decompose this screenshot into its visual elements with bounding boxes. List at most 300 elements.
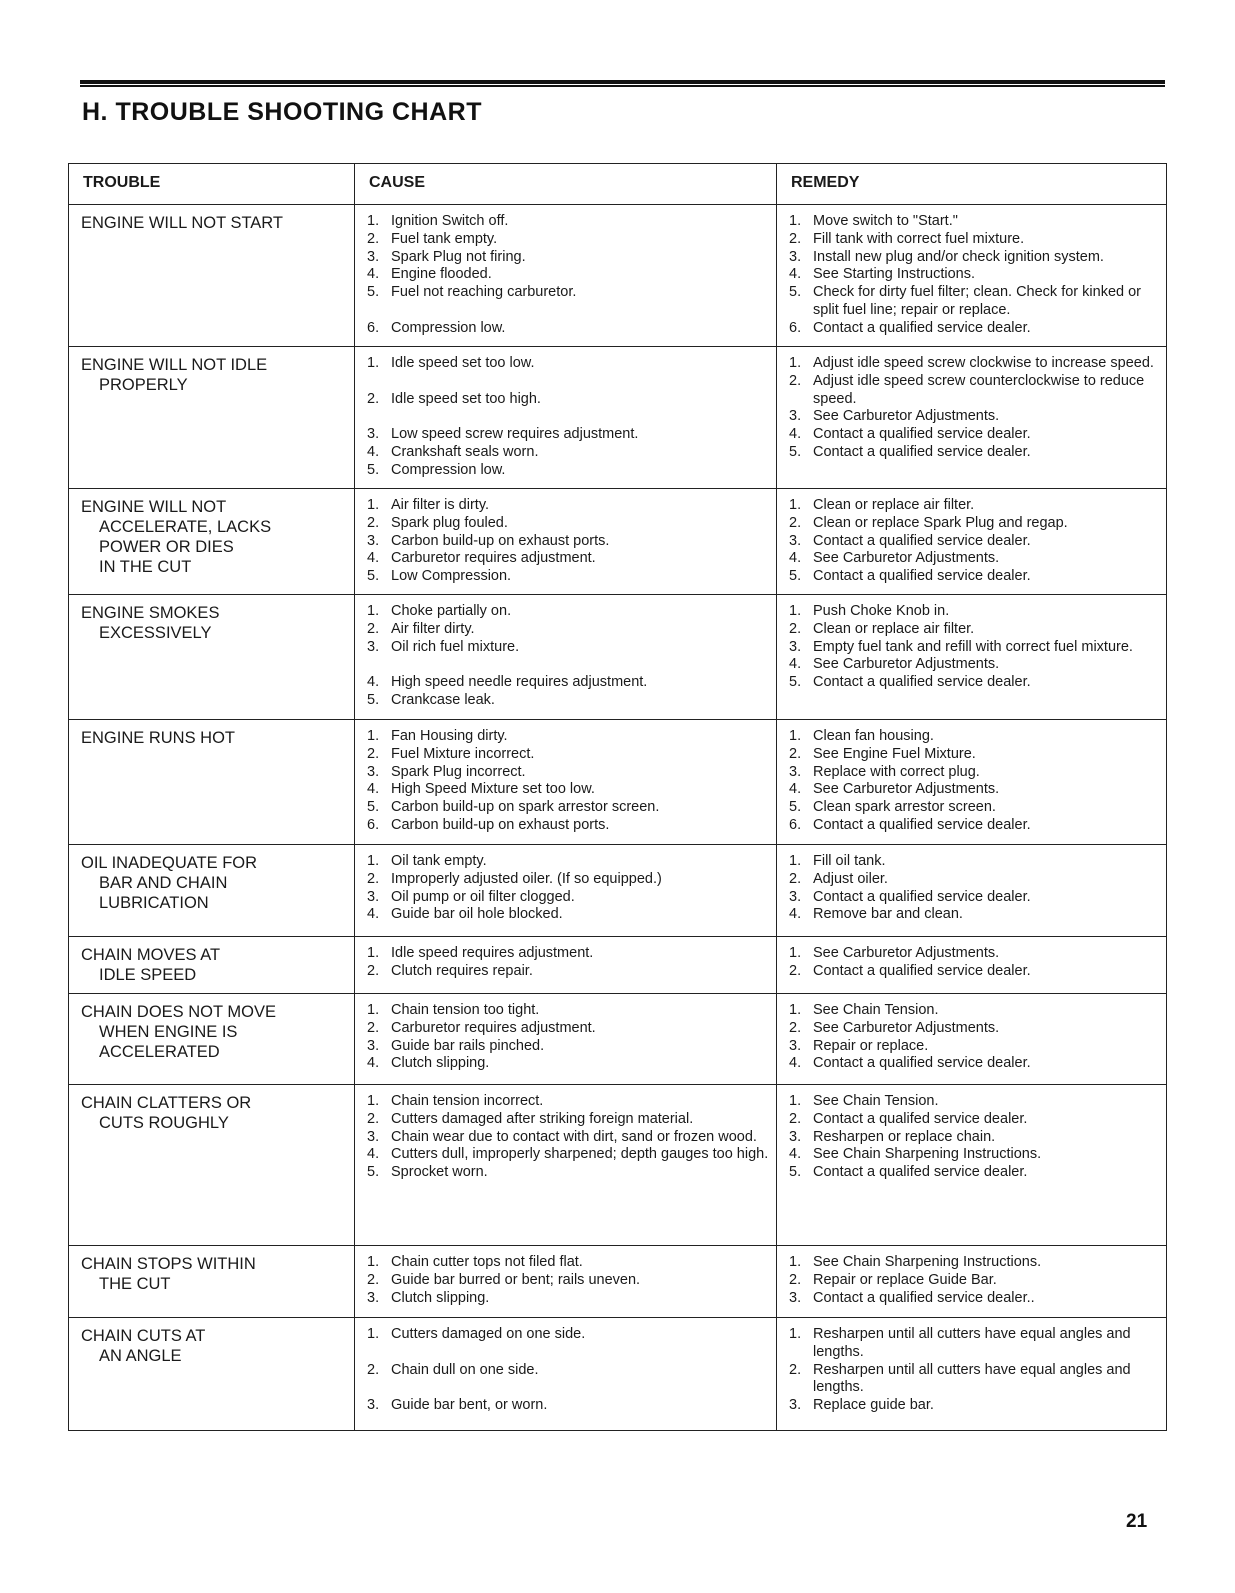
remedy-number: 6.: [789, 319, 802, 336]
remedy-number: 1.: [789, 603, 802, 619]
remedy-item: [789, 1326, 1160, 1362]
remedy-text: Adjust idle speed screw counterclockwise to reduce speed.: [813, 372, 1145, 407]
trouble-text: CHAIN CLATTERS OR: [81, 1094, 252, 1112]
cause-number: 4.: [367, 674, 380, 691]
cause-list: [367, 728, 770, 835]
table-row: [69, 205, 1167, 347]
trouble-cell: [69, 1085, 355, 1246]
remedy-list: [789, 1093, 1160, 1182]
cause-text: Oil rich fuel mixture.: [391, 638, 520, 655]
cause-text: Ignition Switch off.: [391, 213, 509, 229]
remedy-item: [789, 320, 1160, 338]
cause-number: 3.: [367, 1128, 380, 1145]
cause-text: Chain tension too tight.: [391, 1002, 540, 1018]
section-title: H. TROUBLE SHOOTING CHART: [82, 98, 482, 126]
cause-text: Chain cutter tops not filed flat.: [391, 1254, 583, 1270]
remedy-text: Move switch to "Start.": [813, 213, 958, 229]
remedy-number: 1.: [789, 1254, 802, 1270]
cause-item: [367, 963, 770, 981]
remedy-item: [789, 871, 1160, 889]
trouble-text: ENGINE SMOKES: [81, 604, 220, 622]
cause-text: Fuel not reaching carburetor.: [391, 284, 577, 301]
cause-text: Engine flooded.: [391, 266, 492, 283]
remedy-text: Clean spark arrestor screen.: [813, 799, 996, 816]
cause-text: Guide bar bent, or worn.: [391, 1397, 548, 1414]
remedy-text: See Chain Tension.: [813, 1002, 939, 1018]
remedy-item: [789, 945, 1160, 963]
cause-item: [367, 1362, 770, 1380]
header-cause: CAUSE: [355, 164, 777, 205]
remedy-item: [789, 266, 1160, 284]
cause-item: [367, 550, 770, 568]
trouble-text: CHAIN DOES NOT MOVE: [81, 1003, 276, 1021]
remedy-text: See Chain Sharpening Instructions.: [813, 1146, 1042, 1163]
cause-item: [367, 728, 770, 746]
cause-number: 5.: [367, 1164, 380, 1181]
remedy-item: [789, 1164, 1160, 1182]
table-body: [69, 205, 1167, 1431]
remedy-item: [789, 568, 1160, 586]
remedy-item: [789, 249, 1160, 267]
cause-number: 1.: [367, 945, 380, 961]
cause-item: [367, 320, 770, 338]
cause-text: Spark Plug incorrect.: [391, 763, 526, 780]
cause-item: [367, 1254, 770, 1272]
remedy-number: 2.: [789, 1110, 802, 1127]
cause-number: 6.: [367, 319, 380, 336]
remedy-number: 4.: [789, 550, 802, 567]
remedy-item: [789, 515, 1160, 533]
table-row: [69, 595, 1167, 720]
cause-text: Carbon build-up on spark arrestor screen.: [391, 799, 660, 816]
remedy-text: Contact a qualified service dealer.: [813, 674, 1031, 691]
remedy-text: Contact a qualified service dealer.: [813, 532, 1031, 549]
remedy-cell: [777, 1246, 1167, 1318]
remedy-item: [789, 674, 1160, 692]
page-number: 21: [1126, 1511, 1148, 1532]
cause-item: [367, 391, 770, 409]
cause-item: [367, 639, 770, 657]
cause-number: 3.: [367, 1397, 380, 1414]
cause-number: 3.: [367, 532, 380, 549]
remedy-item: [789, 889, 1160, 907]
remedy-item: [789, 1254, 1160, 1272]
cause-item: [367, 871, 770, 889]
remedy-item: [789, 1146, 1160, 1164]
trouble-text: IN THE CUT: [99, 558, 192, 576]
cause-item: [367, 1038, 770, 1056]
remedy-list: [789, 355, 1160, 462]
remedy-number: 3.: [789, 532, 802, 549]
remedy-item: [789, 621, 1160, 639]
cause-number: 3.: [367, 426, 380, 443]
remedy-number: 1.: [789, 213, 802, 229]
remedy-text: Contact a qualified service dealer.: [813, 962, 1031, 979]
remedy-number: 2.: [789, 1019, 802, 1036]
remedy-item: [789, 1111, 1160, 1129]
remedy-list: [789, 213, 1160, 338]
remedy-list: [789, 853, 1160, 924]
remedy-list: [789, 1254, 1160, 1307]
remedy-number: 1.: [789, 945, 802, 961]
cause-item: [367, 249, 770, 267]
remedy-number: 4.: [789, 1055, 802, 1072]
remedy-number: 3.: [789, 1037, 802, 1054]
cause-cell: [355, 1318, 777, 1431]
cause-cell: [355, 994, 777, 1085]
cause-number: 1.: [367, 728, 380, 744]
remedy-list: [789, 497, 1160, 586]
remedy-number: 5.: [789, 799, 802, 816]
cause-text: Guide bar burred or bent; rails uneven.: [391, 1271, 641, 1288]
remedy-item: [789, 728, 1160, 746]
cause-text: Air filter dirty.: [391, 620, 475, 637]
cause-number: 2.: [367, 514, 380, 531]
trouble-cell: [69, 205, 355, 347]
remedy-number: 3.: [789, 888, 802, 905]
remedy-item: [789, 853, 1160, 871]
cause-text: Chain dull on one side.: [391, 1361, 539, 1378]
cause-text: Air filter is dirty.: [391, 497, 490, 513]
cause-number: 4.: [367, 1055, 380, 1072]
cause-item: [367, 266, 770, 284]
remedy-number: 2.: [789, 1271, 802, 1288]
cause-cell: [355, 937, 777, 994]
trouble-cell: [69, 489, 355, 595]
remedy-item: [789, 1038, 1160, 1056]
remedy-text: Repair or replace.: [813, 1037, 929, 1054]
cause-number: 2.: [367, 1361, 380, 1378]
cause-text: Sprocket worn.: [391, 1164, 488, 1181]
cause-item: [367, 853, 770, 871]
remedy-number: 3.: [789, 1397, 802, 1414]
cause-text: Low Compression.: [391, 568, 512, 585]
trouble-text: EXCESSIVELY: [99, 624, 212, 642]
cause-text: Clutch slipping.: [391, 1055, 490, 1072]
trouble-text: CUTS ROUGHLY: [99, 1114, 229, 1132]
remedy-text: Install new plug and/or check ignition system.: [813, 248, 1104, 265]
remedy-item: [789, 1055, 1160, 1073]
remedy-item: [789, 408, 1160, 426]
cause-list: [367, 1254, 770, 1307]
cause-number: 6.: [367, 816, 380, 833]
cause-item: [367, 1290, 770, 1308]
trouble-cell: [69, 1246, 355, 1318]
trouble-text: PROPERLY: [99, 376, 188, 394]
remedy-text: Contact a qualified service dealer.: [813, 1055, 1031, 1072]
remedy-text: Empty fuel tank and refill with correct fuel mixture.: [813, 638, 1133, 655]
trouble-text: ENGINE WILL NOT START: [81, 214, 284, 232]
cause-number: 1.: [367, 213, 380, 229]
remedy-item: [789, 1020, 1160, 1038]
cause-number: 2.: [367, 230, 380, 247]
trouble-text: CHAIN CUTS AT: [81, 1327, 206, 1345]
remedy-number: 1.: [789, 1326, 802, 1342]
remedy-number: 6.: [789, 816, 802, 833]
cause-item: [367, 906, 770, 924]
trouble-text: ENGINE WILL NOT IDLE: [81, 356, 268, 374]
cause-number: 3.: [367, 888, 380, 905]
cause-text: Oil pump or oil filter clogged.: [391, 888, 575, 905]
cause-text: High Speed Mixture set too low.: [391, 781, 595, 798]
cause-cell: [355, 720, 777, 845]
trouble-text: BAR AND CHAIN: [99, 874, 228, 892]
remedy-number: 1.: [789, 1093, 802, 1109]
remedy-number: 1.: [789, 1002, 802, 1018]
remedy-cell: [777, 937, 1167, 994]
remedy-number: 1.: [789, 497, 802, 513]
remedy-item: [789, 1129, 1160, 1147]
remedy-item: [789, 550, 1160, 568]
trouble-cell: [69, 347, 355, 489]
cause-list: [367, 853, 770, 924]
remedy-text: Contact a qualified service dealer.: [813, 443, 1031, 460]
cause-number: 4.: [367, 550, 380, 567]
cause-number: 1.: [367, 1254, 380, 1270]
cause-number: 4.: [367, 1146, 380, 1163]
cause-list: [367, 355, 770, 480]
remedy-item: [789, 764, 1160, 782]
cause-item: [367, 945, 770, 963]
trouble-cell: [69, 845, 355, 937]
cause-item: [367, 533, 770, 551]
trouble-text: CHAIN MOVES AT: [81, 946, 221, 964]
cause-item: [367, 764, 770, 782]
cause-item: [367, 1129, 770, 1147]
remedy-number: 3.: [789, 763, 802, 780]
remedy-number: 3.: [789, 1289, 802, 1306]
trouble-text: ACCELERATED: [99, 1043, 220, 1061]
remedy-text: Contact a qualified service dealer.: [813, 568, 1031, 585]
cause-number: 2.: [367, 870, 380, 887]
cause-number: 2.: [367, 1019, 380, 1036]
remedy-number: 1.: [789, 355, 802, 371]
remedy-text: See Carburetor Adjustments.: [813, 1019, 1000, 1036]
cause-text: Low speed screw requires adjustment.: [391, 426, 639, 443]
remedy-list: [789, 603, 1160, 692]
remedy-text: Contact a qualified service dealer..: [813, 1289, 1035, 1306]
remedy-cell: [777, 489, 1167, 595]
cause-item: [367, 746, 770, 764]
cause-item: [367, 462, 770, 480]
cause-item: [367, 1093, 770, 1111]
remedy-text: Contact a qualified service dealer.: [813, 319, 1031, 336]
remedy-text: Contact a qualified service dealer.: [813, 426, 1031, 443]
remedy-text: Contact a qualifed service dealer.: [813, 1110, 1028, 1127]
trouble-cell: [69, 937, 355, 994]
remedy-item: [789, 426, 1160, 444]
cause-number: 1.: [367, 1002, 380, 1018]
trouble-text: WHEN ENGINE IS: [99, 1023, 238, 1041]
remedy-cell: [777, 994, 1167, 1085]
remedy-item: [789, 355, 1160, 373]
trouble-text: ACCELERATE, LACKS: [99, 518, 272, 536]
cause-item: [367, 621, 770, 639]
trouble-text: POWER OR DIES: [99, 538, 234, 556]
remedy-number: 4.: [789, 426, 802, 443]
cause-item: [367, 355, 770, 373]
trouble-text: OIL INADEQUATE FOR: [81, 854, 258, 872]
remedy-number: 3.: [789, 638, 802, 655]
remedy-number: 4.: [789, 656, 802, 673]
remedy-number: 3.: [789, 248, 802, 265]
remedy-cell: [777, 595, 1167, 720]
remedy-list: [789, 1326, 1160, 1415]
cause-item: [367, 781, 770, 799]
cause-item: [367, 603, 770, 621]
remedy-number: 2.: [789, 514, 802, 531]
remedy-text: Check for dirty fuel filter; clean. Check for kinked or split fuel line; repair or replace.: [813, 284, 1141, 318]
remedy-item: [789, 373, 1160, 409]
cause-item: [367, 1397, 770, 1415]
table-row: [69, 994, 1167, 1085]
remedy-text: Adjust idle speed screw clockwise to increase speed.: [813, 355, 1154, 371]
cause-text: Cutters dull, improperly sharpened; depth gauges too high.: [391, 1146, 769, 1163]
cause-text: Chain wear due to contact with dirt, sand or frozen wood.: [391, 1128, 757, 1145]
cause-text: Spark plug fouled.: [391, 514, 508, 531]
remedy-number: 4.: [789, 266, 802, 283]
remedy-text: Adjust oiler.: [813, 870, 888, 887]
cause-cell: [355, 1246, 777, 1318]
remedy-text: See Carburetor Adjustments.: [813, 550, 1000, 567]
remedy-item: [789, 1362, 1160, 1398]
cause-number: 2.: [367, 390, 380, 407]
remedy-item: [789, 963, 1160, 981]
remedy-item: [789, 656, 1160, 674]
cause-item: [367, 1146, 770, 1164]
remedy-list: [789, 1002, 1160, 1073]
remedy-number: 2.: [789, 870, 802, 887]
cause-list: [367, 1002, 770, 1073]
remedy-text: See Carburetor Adjustments.: [813, 408, 1000, 425]
cause-item: [367, 889, 770, 907]
cause-item: [367, 444, 770, 462]
cause-list: [367, 497, 770, 586]
cause-text: Carbon build-up on exhaust ports.: [391, 532, 610, 549]
trouble-text: ENGINE WILL NOT: [81, 498, 227, 516]
remedy-number: 5.: [789, 674, 802, 691]
cause-cell: [355, 205, 777, 347]
remedy-number: 3.: [789, 408, 802, 425]
remedy-cell: [777, 720, 1167, 845]
cause-number: 5.: [367, 568, 380, 585]
cause-number: 5.: [367, 284, 380, 301]
remedy-item: [789, 799, 1160, 817]
cause-item: [367, 1020, 770, 1038]
trouble-cell: [69, 994, 355, 1085]
remedy-item: [789, 746, 1160, 764]
remedy-cell: [777, 845, 1167, 937]
table-header-row: [69, 164, 1167, 205]
cause-number: 1.: [367, 1093, 380, 1109]
cause-number: 4.: [367, 781, 380, 798]
cause-text: Improperly adjusted oiler. (If so equipped.): [391, 870, 662, 887]
remedy-item: [789, 1397, 1160, 1415]
remedy-number: 5.: [789, 1164, 802, 1181]
remedy-text: Replace guide bar.: [813, 1397, 934, 1414]
remedy-text: Resharpen or replace chain.: [813, 1128, 996, 1145]
cause-number: 1.: [367, 603, 380, 619]
cause-cell: [355, 595, 777, 720]
remedy-item: [789, 906, 1160, 924]
cause-list: [367, 945, 770, 981]
header-remedy: REMEDY: [777, 164, 1167, 205]
remedy-cell: [777, 1085, 1167, 1246]
cause-list: [367, 1093, 770, 1182]
remedy-text: Resharpen until all cutters have equal angles and lengths.: [813, 1326, 1131, 1360]
cause-text: Chain tension incorrect.: [391, 1093, 544, 1109]
trouble-text: AN ANGLE: [99, 1347, 182, 1365]
trouble-text: ENGINE RUNS HOT: [81, 729, 236, 747]
table-row: [69, 347, 1167, 489]
cause-number: 3.: [367, 638, 380, 655]
cause-item: [367, 231, 770, 249]
cause-item: [367, 1055, 770, 1073]
cause-text: Fan Housing dirty.: [391, 728, 508, 744]
cause-number: 4.: [367, 443, 380, 460]
cause-item: [367, 1164, 770, 1182]
remedy-text: See Starting Instructions.: [813, 266, 975, 283]
remedy-number: 1.: [789, 728, 802, 744]
cause-item: [367, 1002, 770, 1020]
remedy-text: See Engine Fuel Mixture.: [813, 745, 976, 762]
cause-text: Idle speed set too high.: [391, 390, 541, 407]
cause-number: 1.: [367, 1326, 380, 1342]
cause-text: Crankcase leak.: [391, 691, 495, 708]
cause-text: Cutters damaged after striking foreign material.: [391, 1110, 694, 1127]
cause-number: 3.: [367, 248, 380, 265]
remedy-text: See Carburetor Adjustments.: [813, 781, 1000, 798]
cause-number: 2.: [367, 745, 380, 762]
remedy-number: 4.: [789, 1146, 802, 1163]
cause-text: Carburetor requires adjustment.: [391, 550, 596, 567]
top-rule: [80, 80, 1165, 87]
remedy-list: [789, 728, 1160, 835]
cause-text: Clutch slipping.: [391, 1289, 490, 1306]
cause-number: 4.: [367, 906, 380, 923]
remedy-text: See Chain Tension.: [813, 1093, 939, 1109]
remedy-item: [789, 1002, 1160, 1020]
remedy-text: Fill oil tank.: [813, 853, 886, 869]
cause-text: Fuel tank empty.: [391, 230, 498, 247]
remedy-number: 2.: [789, 230, 802, 247]
cause-number: 1.: [367, 355, 380, 371]
table-row: [69, 489, 1167, 595]
cause-number: 1.: [367, 497, 380, 513]
remedy-number: 2.: [789, 962, 802, 979]
remedy-text: Resharpen until all cutters have equal angles and lengths.: [813, 1361, 1131, 1396]
remedy-item: [789, 213, 1160, 231]
trouble-cell: [69, 1318, 355, 1431]
cause-text: Guide bar rails pinched.: [391, 1037, 545, 1054]
cause-text: Compression low.: [391, 319, 506, 336]
cause-number: 3.: [367, 763, 380, 780]
remedy-number: 5.: [789, 284, 802, 301]
remedy-item: [789, 603, 1160, 621]
trouble-text: IDLE SPEED: [99, 966, 197, 984]
cause-text: Carburetor requires adjustment.: [391, 1019, 596, 1036]
cause-cell: [355, 845, 777, 937]
table-row: [69, 937, 1167, 994]
remedy-text: See Carburetor Adjustments.: [813, 945, 1000, 961]
cause-list: [367, 1326, 770, 1415]
cause-item: [367, 213, 770, 231]
cause-text: Oil tank empty.: [391, 853, 487, 869]
remedy-text: Repair or replace Guide Bar.: [813, 1271, 997, 1288]
cause-number: 3.: [367, 1289, 380, 1306]
cause-item: [367, 1111, 770, 1129]
remedy-item: [789, 817, 1160, 835]
